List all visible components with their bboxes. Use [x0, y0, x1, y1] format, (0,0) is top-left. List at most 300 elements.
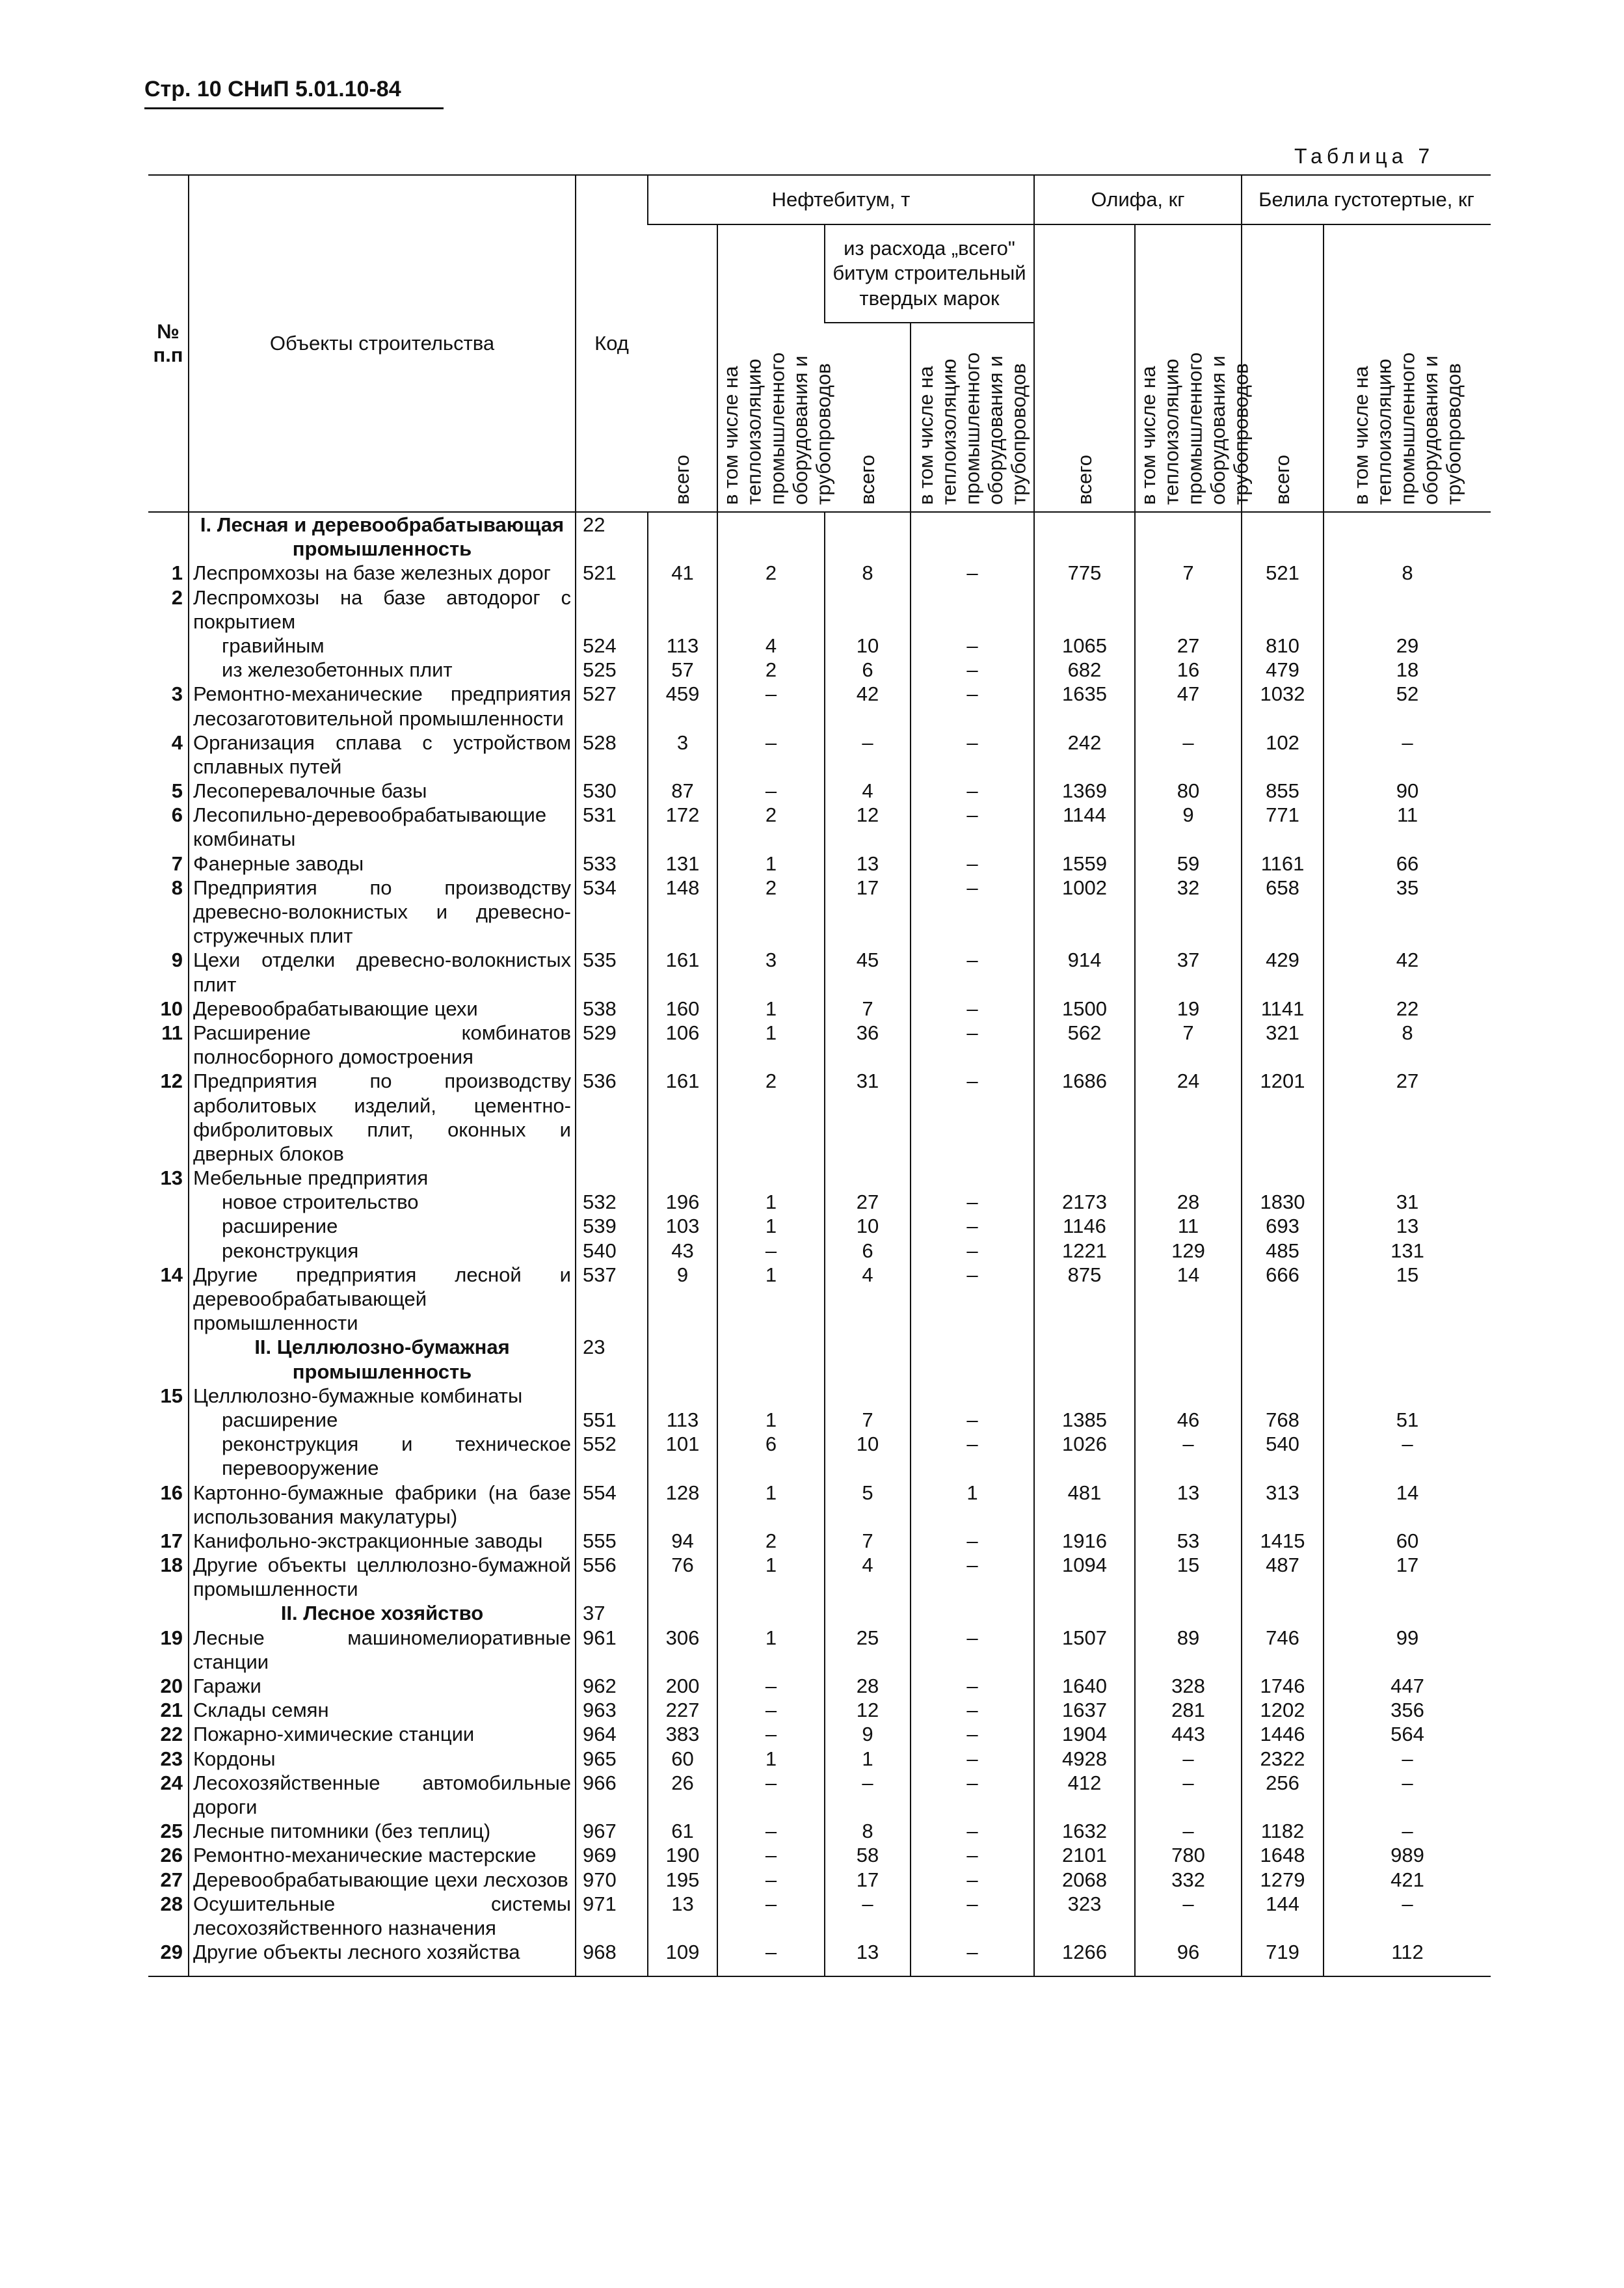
object-code: 539: [576, 1214, 648, 1238]
object-name: Леспромхозы на базе автодорог с покрытием: [189, 585, 576, 634]
section-title: II. Целлюлозно-бумажная промышленность: [189, 1335, 576, 1383]
value-nb-total: 227: [648, 1698, 717, 1722]
value-ol-total: 1065: [1034, 634, 1135, 658]
value-nb-sub-insulation: [911, 585, 1034, 634]
table-row: [148, 803, 1491, 851]
row-number: 20: [160, 1675, 183, 1697]
value-be-insulation: 447: [1324, 1674, 1491, 1698]
value-nb-sub-insulation: –: [911, 803, 1034, 851]
value-nb-total: 160: [648, 997, 717, 1021]
value-be-total: 540: [1242, 1432, 1324, 1480]
value-be-insulation: 99: [1324, 1626, 1491, 1674]
value-nb-total: 195: [648, 1868, 717, 1892]
value-nb-insulation: 1: [717, 1021, 825, 1069]
row-number: 15: [160, 1384, 183, 1407]
value-nb-insulation: –: [717, 1819, 825, 1843]
value-be-total: 1648: [1242, 1843, 1324, 1867]
object-name: реконструкция и техническое перевооружение: [189, 1432, 576, 1480]
value-ol-insulation: 15: [1135, 1553, 1242, 1601]
value-nb-sub-total: 13: [825, 852, 911, 876]
value-nb-sub-total: 7: [825, 997, 911, 1021]
row-number: 17: [160, 1529, 183, 1552]
object-name: Лесохозяйственные автомобильные дороги: [189, 1771, 576, 1819]
header-objects: Объекты строительства: [189, 175, 576, 512]
value-nb-sub-total: [825, 1166, 911, 1190]
value-ol-insulation: 32: [1135, 876, 1242, 949]
header-nb-insulation-text: в том числе на теплоизоляцию промышленного оборудования и трубопроводов: [719, 352, 835, 505]
table-row: [148, 1819, 1491, 1843]
row-number: 26: [160, 1844, 183, 1867]
object-code: 532: [576, 1190, 648, 1214]
value-be-total: 521: [1242, 561, 1324, 585]
value-nb-sub-total: 31: [825, 1069, 911, 1166]
object-code: [576, 1166, 648, 1190]
row-number: [148, 658, 189, 682]
value-nb-total: 196: [648, 1190, 717, 1214]
row-number: 11: [161, 1021, 183, 1044]
value-nb-insulation: 2: [717, 876, 825, 949]
object-code: 551: [576, 1408, 648, 1432]
value-ol-insulation: –: [1135, 1432, 1242, 1480]
value-ol-insulation: [1135, 585, 1242, 634]
object-name: гравийным: [189, 634, 576, 658]
value-ol-insulation: 11: [1135, 1214, 1242, 1238]
value-nb-sub-insulation: –: [911, 1239, 1034, 1263]
value-be-total: 1279: [1242, 1868, 1324, 1892]
value-ol-insulation: 19: [1135, 997, 1242, 1021]
value-be-insulation: [1324, 1601, 1491, 1625]
value-nb-sub-insulation: –: [911, 1263, 1034, 1336]
value-nb-insulation: 2: [717, 561, 825, 585]
value-ol-insulation: 780: [1135, 1843, 1242, 1867]
value-ol-total: [1034, 512, 1135, 561]
value-nb-total: 113: [648, 634, 717, 658]
table-row: [148, 634, 1491, 658]
value-ol-insulation: 27: [1135, 634, 1242, 658]
object-name: Деревообрабатывающие цехи лесхозов: [189, 1868, 576, 1892]
object-code: 968: [576, 1940, 648, 1976]
header-nb-sub-insulation: [911, 323, 1034, 512]
value-nb-sub-insulation: –: [911, 1940, 1034, 1976]
value-nb-total: 131: [648, 852, 717, 876]
header-nb-sub-total-text: всего: [855, 455, 879, 505]
value-nb-sub-total: 28: [825, 1674, 911, 1698]
value-be-insulation: 27: [1324, 1069, 1491, 1166]
value-nb-total: 128: [648, 1481, 717, 1529]
value-ol-insulation: –: [1135, 1771, 1242, 1819]
value-nb-sub-insulation: [911, 1335, 1034, 1383]
value-nb-sub-insulation: –: [911, 1892, 1034, 1940]
value-nb-insulation: –: [717, 1674, 825, 1698]
table-row: [148, 1892, 1491, 1940]
value-nb-sub-insulation: –: [911, 1747, 1034, 1771]
value-nb-total: 101: [648, 1432, 717, 1480]
header-neftebitum: Нефтебитум, т: [648, 175, 1034, 224]
object-name: Другие объекты лесного хозяйства: [189, 1940, 576, 1976]
value-nb-sub-insulation: [911, 1601, 1034, 1625]
value-nb-total: 109: [648, 1940, 717, 1976]
value-ol-total: [1034, 1166, 1135, 1190]
value-ol-total: 1094: [1034, 1553, 1135, 1601]
value-ol-total: 1221: [1034, 1239, 1135, 1263]
object-name: Другие предприятия лесной и деревообрабатывающей промышленности: [189, 1263, 576, 1336]
value-nb-sub-total: 8: [825, 1819, 911, 1843]
value-nb-total: [648, 1601, 717, 1625]
value-nb-sub-insulation: –: [911, 1868, 1034, 1892]
table-row: [148, 1069, 1491, 1166]
value-be-total: [1242, 1601, 1324, 1625]
value-ol-insulation: [1135, 1335, 1242, 1383]
value-nb-sub-total: 1: [825, 1747, 911, 1771]
object-name: Лесоперевалочные базы: [189, 779, 576, 803]
section-row: [148, 1601, 1491, 1625]
header-be-insulation-text: в том числе на теплоизоляцию промышленного оборудования и трубопроводов: [1349, 352, 1465, 505]
value-nb-insulation: 6: [717, 1432, 825, 1480]
value-nb-sub-insulation: –: [911, 634, 1034, 658]
value-nb-sub-insulation: –: [911, 1819, 1034, 1843]
object-name: Ремонтно-механические мастерские: [189, 1843, 576, 1867]
table-row: [148, 1940, 1491, 1976]
materials-table: [148, 174, 1491, 1977]
value-nb-total: [648, 512, 717, 561]
value-ol-insulation: 47: [1135, 682, 1242, 730]
object-name: Лесные машиномелиоративные станции: [189, 1626, 576, 1674]
header-ol-total-text: всего: [1072, 455, 1096, 505]
value-nb-sub-total: 4: [825, 1553, 911, 1601]
header-nb-sub-insulation-text: в том числе на теплоизоляцию промышленного оборудования и трубопроводов: [914, 352, 1030, 505]
value-ol-total: 412: [1034, 1771, 1135, 1819]
value-nb-sub-total: [825, 512, 911, 561]
value-ol-total: 1385: [1034, 1408, 1135, 1432]
table-row: [148, 1698, 1491, 1722]
object-code: 538: [576, 997, 648, 1021]
value-be-total: 144: [1242, 1892, 1324, 1940]
value-ol-total: 2101: [1034, 1843, 1135, 1867]
value-nb-sub-total: 27: [825, 1190, 911, 1214]
value-nb-sub-total: 4: [825, 779, 911, 803]
value-be-insulation: 564: [1324, 1722, 1491, 1746]
value-nb-total: 87: [648, 779, 717, 803]
value-ol-total: 1637: [1034, 1698, 1135, 1722]
value-be-total: 810: [1242, 634, 1324, 658]
value-be-total: 102: [1242, 731, 1324, 779]
value-be-total: 746: [1242, 1626, 1324, 1674]
value-ol-insulation: –: [1135, 1819, 1242, 1843]
value-nb-insulation: 1: [717, 1190, 825, 1214]
header-ol-insulation: [1135, 224, 1253, 512]
value-be-total: 855: [1242, 779, 1324, 803]
value-be-total: 321: [1242, 1021, 1324, 1069]
value-be-total: 1202: [1242, 1698, 1324, 1722]
value-ol-total: 1002: [1034, 876, 1135, 949]
value-nb-total: 9: [648, 1263, 717, 1336]
object-code: 521: [576, 561, 648, 585]
object-code: 967: [576, 1819, 648, 1843]
value-nb-total: 94: [648, 1529, 717, 1553]
value-nb-sub-total: [825, 585, 911, 634]
object-name: Фанерные заводы: [189, 852, 576, 876]
value-nb-insulation: –: [717, 1892, 825, 1940]
header-nb-total: [648, 224, 717, 512]
value-nb-insulation: [717, 1166, 825, 1190]
object-name: Лесопильно-деревообрабатывающие комбинаты: [189, 803, 576, 851]
value-be-insulation: 112: [1324, 1940, 1491, 1976]
value-ol-insulation: 281: [1135, 1698, 1242, 1722]
value-ol-insulation: 9: [1135, 803, 1242, 851]
value-nb-sub-insulation: –: [911, 1408, 1034, 1432]
row-number: [148, 512, 189, 561]
row-number: 7: [171, 852, 183, 875]
value-nb-insulation: 2: [717, 658, 825, 682]
value-nb-sub-total: 45: [825, 948, 911, 996]
row-number: 29: [148, 1940, 189, 1976]
value-be-total: 1182: [1242, 1819, 1324, 1843]
value-nb-sub-total: 17: [825, 1868, 911, 1892]
value-nb-insulation: 3: [717, 948, 825, 996]
row-number: 8: [171, 876, 183, 899]
row-number: [148, 1214, 189, 1238]
table-row: [148, 1626, 1491, 1674]
value-ol-total: 914: [1034, 948, 1135, 996]
value-nb-insulation: 2: [717, 803, 825, 851]
value-nb-total: 61: [648, 1819, 717, 1843]
value-ol-insulation: 13: [1135, 1481, 1242, 1529]
table-row: [148, 1214, 1491, 1238]
table-row: [148, 876, 1491, 949]
value-nb-sub-insulation: –: [911, 1674, 1034, 1698]
row-number: 12: [160, 1070, 183, 1093]
value-nb-insulation: 1: [717, 1553, 825, 1601]
row-number: 2: [171, 585, 183, 609]
value-ol-insulation: 14: [1135, 1263, 1242, 1336]
value-ol-total: 1026: [1034, 1432, 1135, 1480]
value-be-insulation: –: [1324, 1819, 1491, 1843]
value-nb-insulation: 1: [717, 1263, 825, 1336]
value-nb-sub-insulation: –: [911, 1843, 1034, 1867]
row-number: [148, 1601, 189, 1625]
value-nb-total: 60: [648, 1747, 717, 1771]
object-name: Лесные питомники (без теплиц): [189, 1819, 576, 1843]
object-code: 970: [576, 1868, 648, 1892]
value-ol-total: 2068: [1034, 1868, 1135, 1892]
section-title: II. Лесное хозяйство: [189, 1601, 576, 1625]
value-nb-insulation: 1: [717, 1626, 825, 1674]
object-code: 971: [576, 1892, 648, 1940]
value-be-insulation: 90: [1324, 779, 1491, 803]
value-nb-insulation: 2: [717, 1529, 825, 1553]
object-code: 529: [576, 1021, 648, 1069]
value-nb-sub-insulation: –: [911, 1190, 1034, 1214]
object-code: 969: [576, 1843, 648, 1867]
value-nb-sub-insulation: –: [911, 1626, 1034, 1674]
value-nb-insulation: –: [717, 1843, 825, 1867]
value-be-total: 256: [1242, 1771, 1324, 1819]
object-name: Склады семян: [189, 1698, 576, 1722]
value-nb-total: [648, 1166, 717, 1190]
value-nb-sub-insulation: –: [911, 658, 1034, 682]
object-code: 555: [576, 1529, 648, 1553]
header-nb-sub: из расхода „всего" битум строительный твердых марок: [825, 224, 1034, 323]
value-ol-total: 1686: [1034, 1069, 1135, 1166]
header-be-total: [1242, 224, 1324, 512]
table-row: [148, 1529, 1491, 1553]
object-name: Другие объекты целлюлозно-бумажной промышленности: [189, 1553, 576, 1601]
object-code: 961: [576, 1626, 648, 1674]
value-be-total: 719: [1242, 1940, 1324, 1976]
value-ol-total: 323: [1034, 1892, 1135, 1940]
table-caption: Таблица 7: [1294, 144, 1435, 168]
object-name: Расширение комбинатов полносборного домостроения: [189, 1021, 576, 1069]
object-name: Осушительные системы лесохозяйственного назначения: [189, 1892, 576, 1940]
section-row: [148, 1335, 1491, 1383]
object-name: Предприятия по производству арболитовых изделий, цементно-фибролитовых плит, оконных и дверных блоков: [189, 1069, 576, 1166]
table-row: [148, 1553, 1491, 1601]
row-number: 4: [171, 731, 183, 754]
value-be-insulation: 51: [1324, 1408, 1491, 1432]
value-nb-total: 3: [648, 731, 717, 779]
value-be-total: 429: [1242, 948, 1324, 996]
table-row: [148, 1384, 1491, 1408]
value-nb-sub-total: [825, 1335, 911, 1383]
value-be-total: 1032: [1242, 682, 1324, 730]
value-nb-total: [648, 1384, 717, 1408]
value-ol-insulation: –: [1135, 1892, 1242, 1940]
value-nb-sub-insulation: –: [911, 1214, 1034, 1238]
table-row: [148, 1481, 1491, 1529]
value-be-total: 2322: [1242, 1747, 1324, 1771]
value-nb-insulation: –: [717, 1771, 825, 1819]
value-be-insulation: [1324, 512, 1491, 561]
row-number: 21: [160, 1699, 183, 1722]
value-be-insulation: –: [1324, 731, 1491, 779]
value-nb-total: 41: [648, 561, 717, 585]
value-ol-total: 481: [1034, 1481, 1135, 1529]
object-code: 536: [576, 1069, 648, 1166]
value-nb-sub-insulation: –: [911, 1553, 1034, 1601]
row-number: 22: [160, 1723, 183, 1746]
table-row: [148, 1747, 1491, 1771]
object-name: Предприятия по производству древесно-волокнистых и древесно-стружечных плит: [189, 876, 576, 949]
object-name: Канифольно-экстракционные заводы: [189, 1529, 576, 1553]
row-number: 6: [171, 803, 183, 827]
value-be-insulation: 11: [1324, 803, 1491, 851]
value-be-total: 1161: [1242, 852, 1324, 876]
value-ol-total: 1369: [1034, 779, 1135, 803]
value-nb-insulation: –: [717, 1722, 825, 1746]
row-number: 5: [171, 779, 183, 803]
value-ol-total: [1034, 1384, 1135, 1408]
value-nb-sub-total: 10: [825, 634, 911, 658]
value-nb-insulation: –: [717, 779, 825, 803]
value-ol-insulation: 7: [1135, 561, 1242, 585]
value-ol-insulation: [1135, 1166, 1242, 1190]
value-nb-total: 172: [648, 803, 717, 851]
value-ol-total: 1635: [1034, 682, 1135, 730]
header-nb-insulation: [717, 224, 835, 512]
row-number: [148, 1190, 189, 1214]
object-code: 964: [576, 1722, 648, 1746]
table-row: [148, 1263, 1491, 1336]
value-nb-sub-insulation: –: [911, 1722, 1034, 1746]
value-nb-insulation: –: [717, 1239, 825, 1263]
value-nb-total: 190: [648, 1843, 717, 1867]
value-nb-total: 161: [648, 948, 717, 996]
value-nb-insulation: [717, 1335, 825, 1383]
object-code: 554: [576, 1481, 648, 1529]
value-nb-sub-total: 58: [825, 1843, 911, 1867]
value-be-insulation: 52: [1324, 682, 1491, 730]
value-nb-total: 148: [648, 876, 717, 949]
value-nb-sub-total: 4: [825, 1263, 911, 1336]
value-nb-total: 106: [648, 1021, 717, 1069]
object-name: Деревообрабатывающие цехи: [189, 997, 576, 1021]
header-nb-sub-total: [825, 323, 911, 512]
object-code: 23: [576, 1335, 648, 1383]
value-ol-total: 775: [1034, 561, 1135, 585]
value-be-total: 313: [1242, 1481, 1324, 1529]
value-nb-insulation: 1: [717, 1747, 825, 1771]
value-be-insulation: 22: [1324, 997, 1491, 1021]
value-ol-insulation: 7: [1135, 1021, 1242, 1069]
header-be-insulation: [1324, 224, 1491, 512]
table-body: [148, 512, 1491, 1976]
object-name: новое строительство: [189, 1190, 576, 1214]
value-be-total: 666: [1242, 1263, 1324, 1336]
value-nb-total: 200: [648, 1674, 717, 1698]
header-ol-insulation-text: в том числе на теплоизоляцию промышленного оборудования и трубопроводов: [1137, 352, 1253, 505]
value-ol-insulation: [1135, 1384, 1242, 1408]
value-be-total: 693: [1242, 1214, 1324, 1238]
value-be-total: 768: [1242, 1408, 1324, 1432]
value-ol-total: 1266: [1034, 1940, 1135, 1976]
row-number: 25: [160, 1820, 183, 1843]
section-title: I. Лесная и деревообрабатывающая промышленность: [189, 512, 576, 561]
object-code: 22: [576, 512, 648, 561]
value-nb-sub-total: 10: [825, 1432, 911, 1480]
object-name: Мебельные предприятия: [189, 1166, 576, 1190]
table-row: [148, 1722, 1491, 1746]
value-be-insulation: [1324, 1384, 1491, 1408]
header-nb-total-text: всего: [671, 455, 694, 505]
row-number: 28: [160, 1892, 183, 1915]
value-be-insulation: 60: [1324, 1529, 1491, 1553]
object-code: 540: [576, 1239, 648, 1263]
value-nb-insulation: 4: [717, 634, 825, 658]
value-nb-sub-total: 10: [825, 1214, 911, 1238]
value-nb-sub-insulation: –: [911, 1069, 1034, 1166]
header-rule: [144, 107, 444, 109]
value-ol-insulation: 332: [1135, 1868, 1242, 1892]
row-number: 3: [171, 682, 183, 706]
value-nb-total: 161: [648, 1069, 717, 1166]
value-ol-insulation: 443: [1135, 1722, 1242, 1746]
value-nb-sub-total: 6: [825, 658, 911, 682]
value-nb-sub-total: 12: [825, 803, 911, 851]
value-ol-total: 242: [1034, 731, 1135, 779]
value-ol-insulation: –: [1135, 731, 1242, 779]
object-name: расширение: [189, 1408, 576, 1432]
header-ol-total: [1034, 224, 1135, 512]
value-ol-total: 1507: [1034, 1626, 1135, 1674]
value-nb-sub-insulation: –: [911, 1432, 1034, 1480]
value-be-total: 485: [1242, 1239, 1324, 1263]
value-be-insulation: 356: [1324, 1698, 1491, 1722]
value-ol-insulation: 24: [1135, 1069, 1242, 1166]
table-row: [148, 731, 1491, 779]
value-be-insulation: 35: [1324, 876, 1491, 949]
value-nb-sub-insulation: –: [911, 731, 1034, 779]
value-nb-sub-insulation: 1: [911, 1481, 1034, 1529]
